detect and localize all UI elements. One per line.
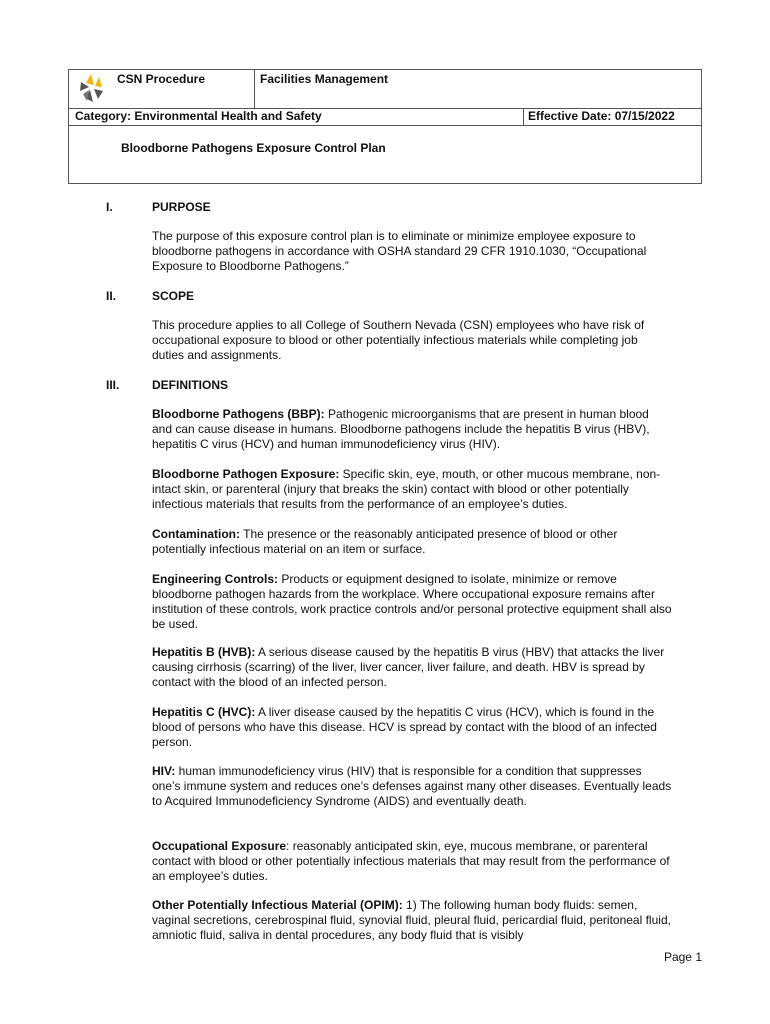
section-title-purpose: PURPOSE [152,200,211,214]
section-title-scope: SCOPE [152,289,195,303]
definition-paragraph [152,764,672,809]
document-title: Bloodborne Pathogens Exposure Control Plan [121,141,386,155]
definition-text: 1) The following human body fluids: semen, vaginal secretions, cerebrospinal fluid, synovial fluid, pleural fluid, pericardial fluid, peritoneal fluid, amniotic fluid, saliva in dental procedures, any body fluid that is visibly [152,898,671,942]
definition-term: Bloodborne Pathogen Exposure: [152,467,340,481]
section-title-definitions: DEFINITIONS [152,378,229,392]
department-label: Facilities Management [260,72,389,86]
definition-term: Hepatitis B (HVB): [152,645,256,659]
page-number: Page 1 [663,950,702,964]
definition-text: Specific skin, eye, mouth, or other mucous membrane, non-intact skin, or parenteral (injury that breaks the skin) contact with blood or other potentially infectious materials that results from the performance of an employee’s duties. [152,467,661,511]
definition-term: Occupational Exposure [152,839,287,853]
org-label: CSN Procedure [117,72,206,86]
definition-paragraph [152,527,672,557]
definition-term: Other Potentially Infectious Material (OPIM): [152,898,403,912]
definition-text: human immunodeficiency virus (HIV) that is responsible for a condition that suppresses one’s immune system and reduces one’s defenses against many other diseases. Eventually leads to Acquired Immunodeficiency Syndrome (AIDS) and eventually death. [152,764,672,808]
purpose-paragraph: The purpose of this exposure control plan is to eliminate or minimize employee exposure to bloodborne pathogens in accordance with OSHA standard 29 CFR 1910.1030, “Occupational Exposure to Bloodborne Pathogens.” [152,229,647,273]
definition-term: Engineering Controls: [152,572,278,586]
definition-text: Pathogenic microorganisms that are present in human blood and can cause disease in humans. Bloodborne pathogens include the hepatitis B virus (HBV), hepatitis C virus (HCV) and human immunodeficiency virus (HIV). [152,407,650,451]
definition-term: Contamination: [152,527,240,541]
definition-text: The presence or the reasonably anticipated presence of blood or other potentially infectious material on an item or surface. [152,527,618,556]
definition-paragraph [152,645,672,690]
scope-paragraph: This procedure applies to all College of Southern Nevada (CSN) employees who have risk of occupational exposure to blood or other potentially infectious materials while completing job duties and assignments. [152,318,645,362]
definition-text: A serious disease caused by the hepatitis B virus (HBV) that attacks the liver causing cirrhosis (scarring) of the liver, liver cancer, liver failure, and death. HBV is spread by contact with the blood of an infected person. [152,645,665,689]
effective-date: Effective Date: 07/15/2022 [528,109,675,123]
definition-term: Bloodborne Pathogens (BBP): [152,407,325,421]
definition-text: : reasonably anticipated skin, eye, mucous membrane, or parenteral contact with blood or other potentially infectious materials that may result from the performance of an employee’s duties. [152,839,670,883]
definition-paragraph [152,898,672,943]
definition-paragraph [152,572,672,632]
category-label: Category: Environmental Health and Safety [75,109,322,123]
definition-paragraph [152,407,672,452]
csn-logo-icon [77,73,105,103]
definition-term: Hepatitis C (HVC): [152,705,256,719]
header-table [68,69,702,184]
section-number: II. [106,289,117,303]
definition-text: Products or equipment designed to isolate, minimize or remove bloodborne pathogen hazards from the workplace. Where occupational exposure remains after institution of these controls, work practice controls and/or personal protective equipment shall also be used. [152,572,672,631]
definition-paragraph [152,705,672,750]
definition-paragraph [152,839,672,884]
section-number: III. [106,378,120,392]
definition-term: HIV: [152,764,176,778]
definition-paragraph [152,467,672,512]
definition-text: A liver disease caused by the hepatitis C virus (HCV), which is found in the blood of persons who have this disease. HCV is spread by contact with the blood of an infected person. [152,705,657,749]
section-number: I. [106,200,113,214]
